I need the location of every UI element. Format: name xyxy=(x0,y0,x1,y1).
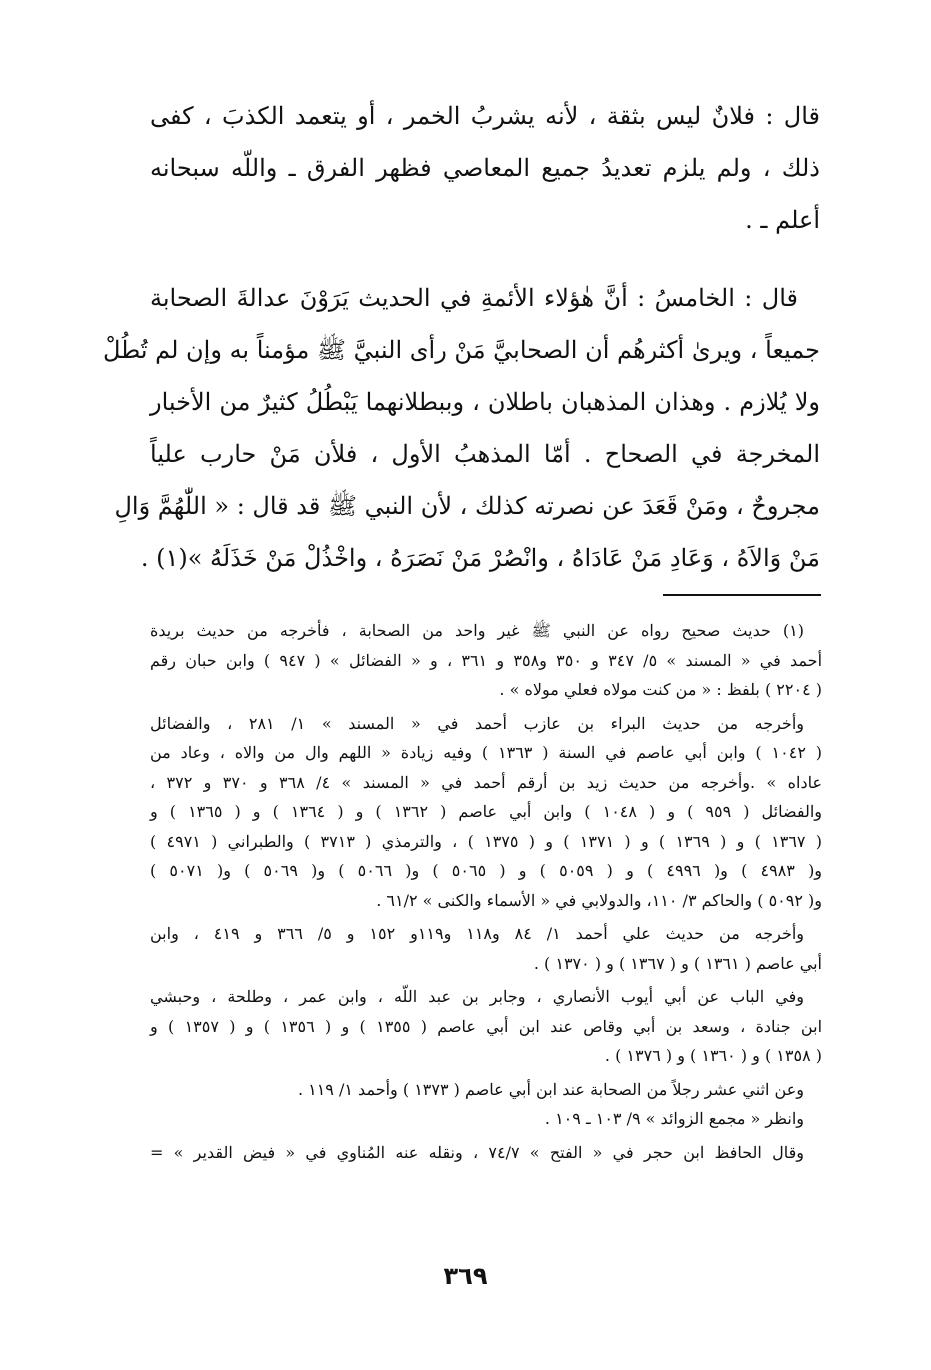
footnote-line: وفي الباب عن أبي أيوب الأنصاري ، وجابر بن عبد اللّه ، وابن عمر ، وطلحة ، وحبشي xyxy=(150,987,804,1006)
footnote-line: وقال الحافظ ابن حجر في « الفتح » ٧٤/٧ ، ونقله عنه المُناوي في « فيض القدير » = xyxy=(150,1142,804,1162)
footnote-line: وعن اثني عشر رجلاً من الصحابة عند ابن أبي عاصم ( ١٣٧٣ ) وأحمد ١/ ١١٩ . xyxy=(297,1079,804,1099)
footnote-line: وأخرجه من حديث علي أحمد ١/ ٨٤ و١١٨ و١١٩و ١٥٢ و ٥/ ٣٦٦ و ٤١٩ ، وابن xyxy=(150,924,805,943)
footnote-separator xyxy=(663,594,821,596)
footnote-line: ( ٢٢٠٤ ) بلفظ : « من كنت مولاه فعلي مولاه » . xyxy=(499,680,822,699)
footnote-line: ( ١٣٦٧ ) و ( ١٣٦٩ ) و ( ١٣٧١ ) و ( ١٣٧٥ ) ، والترمذي ( ٣٧١٣ ) والطبراني ( ٤٩٧١ ) xyxy=(150,831,823,851)
text-line: مَنْ وَالاَهُ ، وَعَادِ مَنْ عَادَاهُ ، وانْصُرْ مَنْ نَصَرَهُ ، واخْذُلْ مَنْ خَذَلَهُ »(١) . xyxy=(140,544,820,572)
text-line: أعلم ـ . xyxy=(745,206,820,234)
text-line: ولا يُلازم . وهذان المذهبان باطلان ، وببطلانهما يَبْطُلُ كثيرٌ من الأخبار xyxy=(150,388,820,416)
footnote-line: أحمد في « المسند » ٥/ ٣٤٧ و ٣٥٠ و٣٥٨ و ٣٦١ ، و « الفضائل » ( ٩٤٧ ) وابن حبان رقم xyxy=(150,650,823,670)
footnotes xyxy=(150,616,822,1167)
main-paragraph-2 xyxy=(102,272,820,584)
footnote-line: ( ١٠٤٢ ) وابن أبي عاصم في السنة ( ١٣٦٣ ) وفيه زيادة « اللهم وال من والاه ، وعاد من xyxy=(150,743,823,762)
text-line: المخرجة في الصحاح . أمّا المذهبُ الأول ، فلأن مَنْ حارب علياً xyxy=(150,440,820,468)
footnote-line: (١) حديث صحيح رواه عن النبي ﷺ غير واحد من الصحابة ، فأخرجه من حديث بريدة xyxy=(150,621,804,640)
text-line: ذلك ، ولم يلزم تعديدُ جميع المعاصي فظهر الفرق ـ واللّه سبحانه xyxy=(150,154,820,182)
footnote-line: و( ٥٠٩٢ ) والحاكم ٣/ ١١٠، والدولابي في « الأسماء والكنى » ٦١/٢ . xyxy=(376,890,822,910)
footnote-line: ( ١٣٥٨ ) و ( ١٣٦٠ ) و ( ١٣٧٦ ) . xyxy=(604,1046,822,1065)
page-number: ٣٦٩ xyxy=(443,1262,488,1290)
main-paragraph-1 xyxy=(150,90,820,246)
footnote-line: وأخرجه من حديث البراء بن عازب أحمد في « المسند » ١/ ٢٨١ ، والفضائل xyxy=(150,713,804,733)
footnote-line: وانظر « مجمع الزوائد » ٩/ ١٠٣ ـ ١٠٩ . xyxy=(544,1109,804,1128)
text-line: جميعاً ، ويرىٰ أكثرهُم أن الصحابيَّ مَنْ رأى النبيَّ ﷺ مؤمناً به وإن لم تُطُلْ xyxy=(102,336,820,364)
footnote-line: ابن جنادة ، وسعد بن أبي وقاص عند ابن أبي عاصم ( ١٣٥٥ ) و ( ١٣٥٦ ) و ( ١٣٥٧ ) و xyxy=(150,1016,823,1036)
text-line: قال : الخامسُ : أنَّ هٰؤلاء الأئمةِ في الحديث يَرَوْنَ عدالةَ الصحابة xyxy=(150,284,798,312)
text-line: مجروحٌ ، ومَنْ قَعَدَ عن نصرته كذلك ، لأن النبي ﷺ قد قال : « اللّٰهُمَّ وَالِ xyxy=(114,492,820,520)
footnote-line: والفضائل ( ٩٥٩ ) و ( ١٠٤٨ ) وابن أبي عاصم ( ١٣٦٢ ) و ( ١٣٦٤ ) و ( ١٣٦٥ ) و xyxy=(150,802,822,821)
text-line: قال : فلانٌ ليس بثقة ، لأنه يشربُ الخمر ، أو يتعمد الكذبَ ، كفى xyxy=(150,102,820,130)
footnote-line: و( ٤٩٨٣ ) و( ٤٩٩٦ ) و ( ٥٠٥٩ ) و ( ٥٠٦٥ ) و( ٥٠٦٦ ) و( ٥٠٦٩ ) و( ٥٠٧١ ) xyxy=(150,861,823,880)
footnote-line: عاداه » .وأخرجه من حديث زيد بن أرقم أحمد في « المسند » ٤/ ٣٦٨ و ٣٧٠ و ٣٧٢ ، xyxy=(150,772,823,792)
footnote-line: أبي عاصم ( ١٣٦١ ) و ( ١٣٦٧ ) و ( ١٣٧٠ ) . xyxy=(533,953,822,973)
